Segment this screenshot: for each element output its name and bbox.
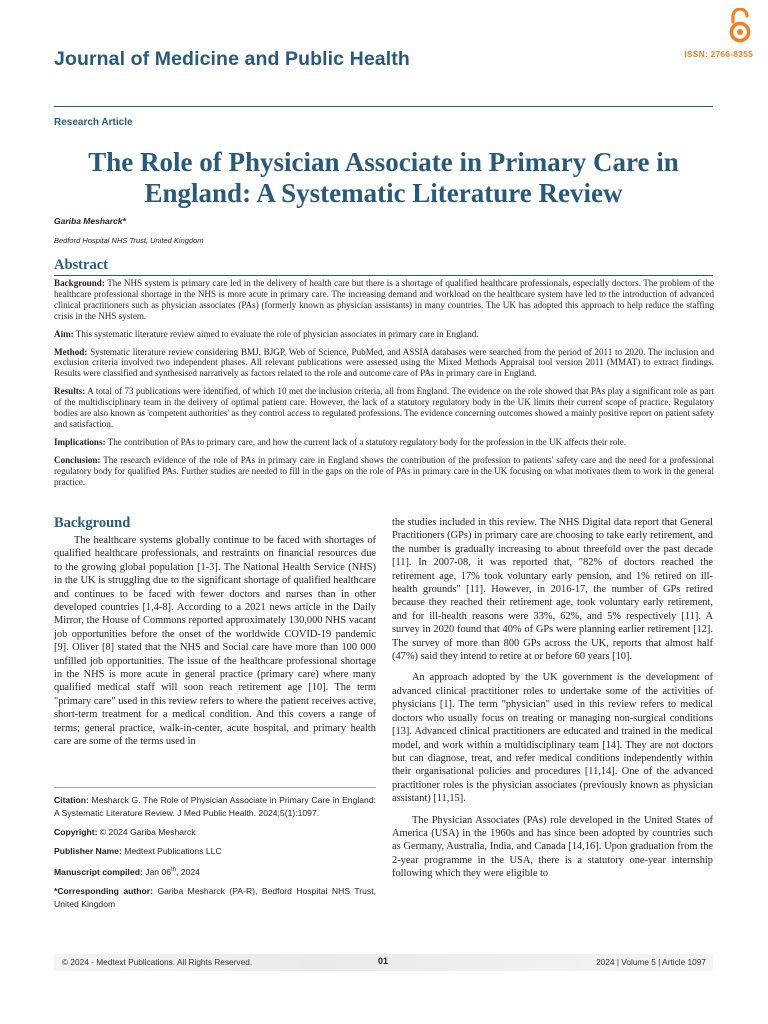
publisher-text: Medtext Publications LLC — [121, 846, 222, 856]
citation-box — [54, 794, 376, 917]
abstract-conclusion — [54, 455, 714, 488]
manuscript-label: Manuscript compiled: — [54, 866, 143, 877]
abstract-method-label: Method: — [54, 346, 88, 357]
author-affiliation: Bedford Hospital NHS Trust, United Kingdom — [54, 236, 204, 245]
left-column — [54, 534, 376, 749]
abstract-results-text: A total of 73 publications were identified, of which 10 met the inclusion criteria, all from England. The evidence on the role showed that PAs play a significant role as part of the multidisciplinary team in the delivery of optimal patient care. However, the lack of a statutory regulatory body in the UK limits their current scope of practice. Regulatory bodies are also known as 'competent authorities' as they control access to regulated professions. The evidence concerning outcomes showed a mainly positive report on patient safety and satisfaction. — [54, 386, 714, 429]
abstract-implications — [54, 437, 714, 448]
manuscript-date-suffix: th — [171, 867, 177, 873]
manuscript-year: , 2024 — [176, 866, 200, 877]
journal-title: Journal of Medicine and Public Health — [54, 48, 410, 70]
page-number: 01 — [378, 956, 389, 966]
copyright-label: Copyright: — [54, 827, 98, 837]
copyright-text: © 2024 Gariba Mesharck — [97, 827, 196, 837]
header-divider — [54, 106, 713, 107]
abstract-heading: Abstract — [54, 257, 108, 273]
abstract-method-text: Systematic literature review considering BMJ, BJGP, Web of Science, PubMed, and ASSIA databases were searched from the period of 2011 to 2020. The inclusion and exclusion criteria involved two independent phases. All relevant publications were assessed using the Mixed Methods Appraisal tool version 2011 (MMAT) to extract findings. Results were classified and synthesised narratively as factors related to the role and outcome care of PAs in primary care in England. — [54, 346, 714, 379]
abstract-aim-label: Aim: — [54, 328, 74, 339]
abstract-aim — [54, 329, 714, 340]
manuscript-date: Jan 06 — [142, 866, 172, 877]
citation-entry — [54, 794, 376, 820]
corresponding-text: Gariba Mesharck (PA-R), Bedford Hospital NHS Trust, United Kingdom — [54, 885, 376, 909]
body-paragraph: The Physician Associates (PAs) role developed in the United States of America (USA) in the 1960s and has since been adopted by countries such as Germany, Australia, India, and Canada [14,16]. Upon graduation from the 2-year programme in the USA, there is a statutory one-year internship following which they were eligible to — [392, 814, 713, 880]
right-column — [392, 516, 713, 889]
issn-label: ISSN: 2766-8355 — [684, 49, 753, 59]
body-paragraph: An approach adopted by the UK government is the development of advanced clinical practitioner roles to undertake some of the activities of physicians [1]. The term "physician" used in this review refers to medical doctors who usually focus on treating or managing non-surgical conditions [13]. Advanced clinical practitioners are educated and trained in the medical model, and work within a multidisciplinary team [14]. They are not doctors but can diagnose, treat, and refer medical conditions independently within their organisational policies and procedures [11,14]. One of the advanced practitioner roles is the physician associates (previously known as physician assistant) [11,15]. — [392, 672, 713, 805]
manuscript-entry — [54, 864, 376, 879]
abstract-method — [54, 347, 714, 380]
copyright-entry — [54, 826, 376, 839]
abstract-background-text: The NHS system is primary care led in the delivery of health care but there is a shortage of qualified healthcare professionals, especially doctors. The problem of the healthcare professional shortage in the NHS is more acute in primary care. The increasing demand and workload on the healthcare system have led to the introduction of advanced clinical practitioners such as physician associates (PAs) (formerly known as physician assistants) in many countries. The UK has adopted this approach to help reduce the staffing crisis in the NHS system. — [54, 278, 714, 321]
abstract-implications-label: Implications: — [54, 436, 106, 447]
abstract-results — [54, 386, 714, 430]
body-paragraph: The healthcare systems globally continue to be faced with shortages of qualified healthcare professionals, and restraints on financial resources due to the growing global population [1-3]. The National Health Service (NHS) in the UK is struggling due to the significant shortage of qualified healthcare and continues to be faced with fewer doctors and nurses than in other developed countries [1,4-8]. According to a 2021 news article in the Daily Mirror, the House of Commons reported approximately 130,000 NHS vacant job opportunities before the onset of the worldwide COVID-19 pandemic [9]. Oliver [8] stated that the NHS and Social care have more than 100 000 unfilled job opportunities. The issue of the healthcare professional shortage in the NHS is more acute in general practice (primary care) where many qualified medical staff will soon reach retirement age [10]. The term "primary care" used in this review refers to where the patient receives active, short-term treatment for a medical condition. And this covers a range of terms; general practice, walk-in-center, acute hospital, and primary health care are some of the terms used in — [54, 535, 376, 748]
paper-title: The Role of Physician Associate in Primary Care in England: A Systematic Literature Review — [88, 147, 679, 208]
abstract-conclusion-text: The research evidence of the role of PAs in primary care in England shows the contribution of the profession to patients' safety care and the need for a professional regulatory body for qualified PAs. Further studies are needed to fill in the gaps on the role of PAs in primary care in the UK focusing on what motivates them to work in the general practice. — [54, 454, 714, 487]
abstract-background — [54, 278, 714, 322]
citation-label: Citation: — [54, 795, 89, 805]
article-type-label: Research Article — [54, 117, 133, 128]
abstract-aim-text: This systematic literature review aimed to evaluate the role of physician associates in primary care in England. — [73, 328, 479, 339]
abstract-results-label: Results: — [54, 386, 86, 397]
corresponding-entry — [54, 885, 376, 911]
abstract-body — [54, 278, 714, 495]
citation-divider — [54, 787, 376, 788]
open-access-icon — [727, 8, 753, 44]
publisher-entry — [54, 845, 376, 858]
body-paragraph: the studies included in this review. The NHS Digital data report that General Practitioners (GPs) in primary care are choosing to take early retirement, and the number is gradually increasing to about threefold over the past decade [11]. In 2007-08, it was reported that, "82% of doctors reached the retirement age, 17% took voluntary early pension, and 1% retired on ill-health grounds" [11]. However, in 2016-17, the number of GPs retired because they reached their retirement age, took voluntary early retirement, and for ill-health reasons were 33%, 62%, and 5% respectively [11]. A survey in 2020 found that 40% of GPs were planning earlier retirement [12]. The survey of more than 800 GPs across the UK, reports that almost half (47%) said they intend to retire at or before 60 years [10]. — [392, 517, 713, 663]
footer-copyright: © 2024 - Medtext Publications. All Rights Reserved. — [62, 957, 253, 967]
background-heading: Background — [54, 515, 131, 531]
abstract-divider — [54, 275, 713, 276]
footer-volume: 2024 | Volume 5 | Article 1097 — [596, 957, 706, 967]
abstract-background-label: Background: — [54, 278, 105, 288]
corresponding-label: *Corresponding author: — [54, 885, 153, 896]
publisher-label: Publisher Name: — [54, 846, 122, 856]
author-name: Gariba Mesharck* — [54, 216, 126, 226]
citation-text: Mesharck G. The Role of Physician Associate in Primary Care in England: A Systematic Literature Review. J Med Public Health. 2024;5(1):1097. — [54, 795, 376, 818]
abstract-conclusion-label: Conclusion: — [54, 454, 101, 465]
abstract-implications-text: The contribution of PAs to primary care, and how the current lack of a statutory regulatory body for the profession in the UK affects their role. — [105, 436, 627, 447]
